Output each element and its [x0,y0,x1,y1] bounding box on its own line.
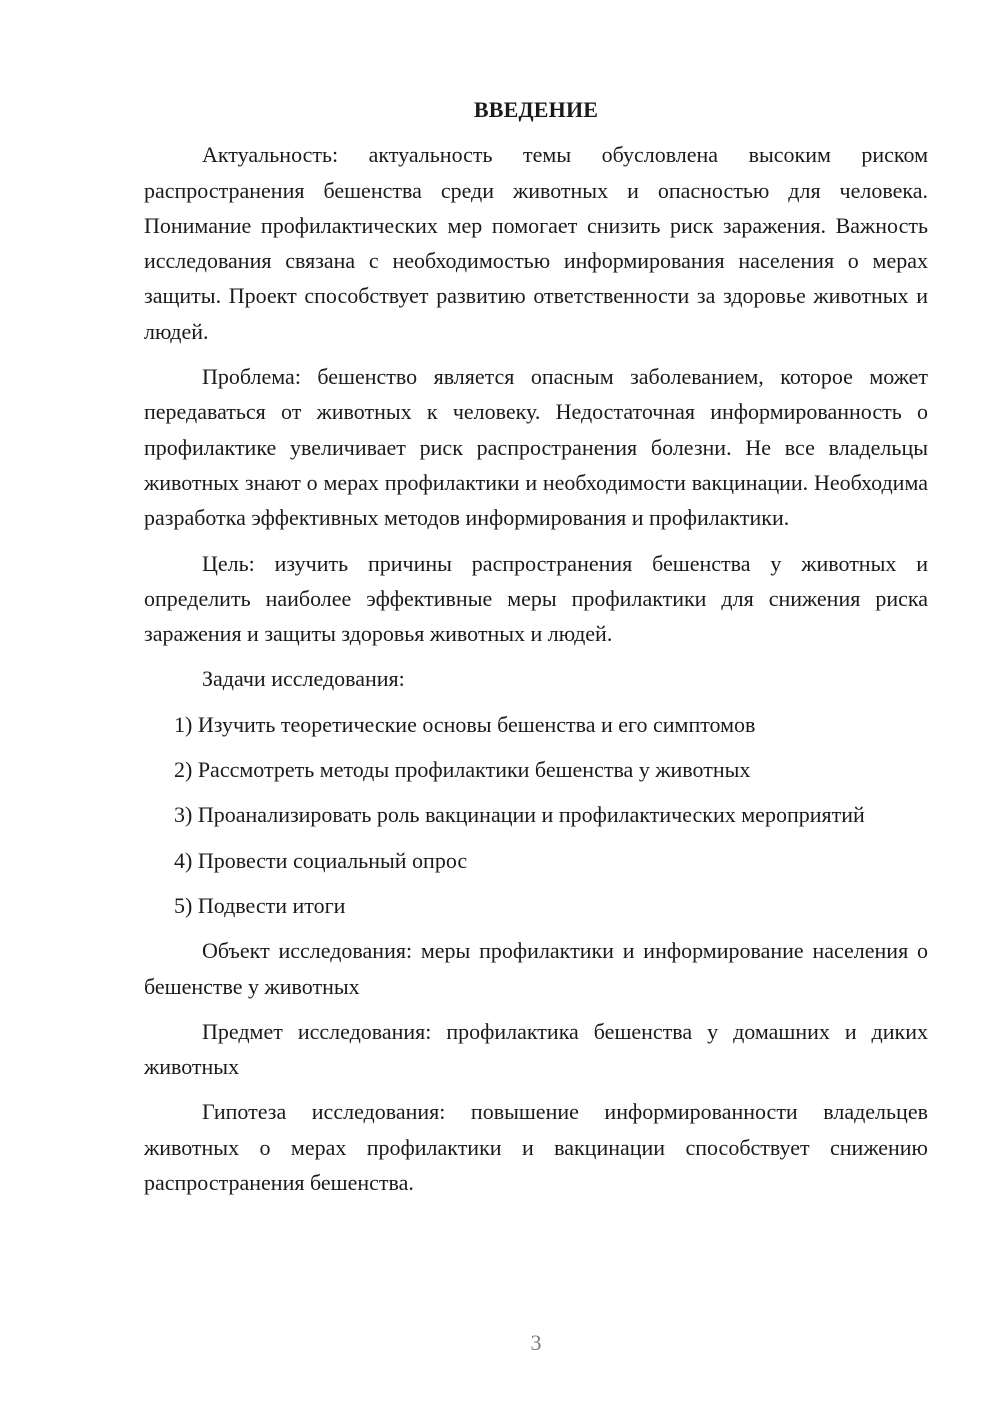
task-item-4: 4) Провести социальный опрос [174,847,468,873]
paragraph-problem: Проблема: бешенство является опасным заболеванием, которое может передаваться от животных к человеку. Недостаточная информированность о профилактике увеличивает риск распространения болезни. Не все владельцы животных знают о мерах профилактики и необходимости вакцинации. Необходима разработка эффективных методов информирования и профилактики. [144,364,928,531]
task-item-5: 5) Подвести итоги [174,892,346,918]
task-item-1: 1) Изучить теоретические основы бешенства и его симптомов [174,711,756,737]
paragraph-object: Объект исследования: меры профилактики и информирование населения о бешенстве у животных [144,938,928,999]
paragraph-goal: Цель: изучить причины распространения бешенства у животных и определить наиболее эффективные меры профилактики для снижения риска заражения и защиты здоровья животных и людей. [144,550,928,647]
paragraph-subject: Предмет исследования: профилактика бешенства у домашних и диких животных [144,1018,928,1080]
paragraph-relevance: Актуальность: актуальность темы обусловлена высоким риском распространения бешенства среди животных и опасностью для человека. Понимание профилактических мер помогает снизить риск заражения. Важность исследования связана с необходимостью информирования населения о мерах защиты. Проект способствует развитию ответственности за здоровье животных и людей. [144,142,928,344]
tasks-heading: Задачи исследования: [202,666,405,692]
page-number: 3 [530,1330,542,1355]
task-item-2: 2) Рассмотреть методы профилактики бешенства у животных [174,757,751,783]
document-page [144,92,928,1210]
section-title: ВВЕДЕНИЕ [473,97,599,122]
task-item-3: 3) Проанализировать роль вакцинации и профилактических мероприятий [174,802,865,828]
paragraph-hypothesis: Гипотеза исследования: повышение информированности владельцев животных о мерах профилактики и вакцинации способствует снижению распространения бешенства. [144,1099,928,1196]
